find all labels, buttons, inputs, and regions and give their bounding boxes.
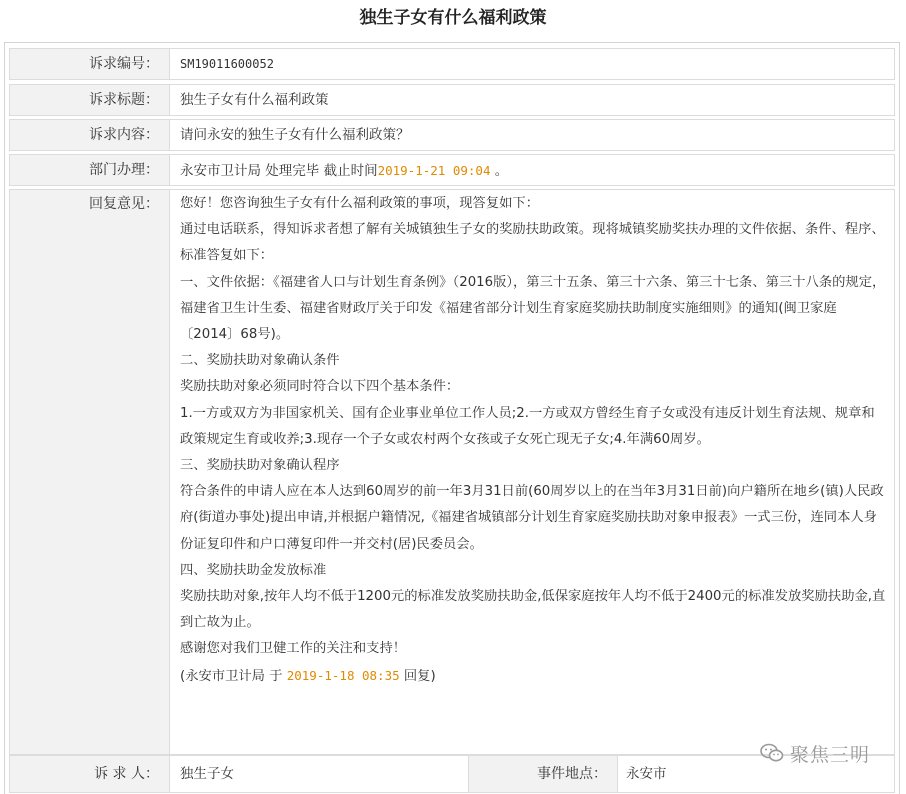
subject-label: 诉求标题： (10, 85, 170, 115)
case-number-value: SM19011600052 (180, 57, 274, 71)
department-row (9, 154, 895, 186)
signature-prefix: (永安市卫计局 于 (180, 668, 287, 684)
watermark-text: 聚焦三明 (790, 743, 871, 766)
petitioner-label: 诉 求 人： (10, 756, 170, 792)
case-number-label: 诉求编号： (10, 49, 170, 79)
reply-label: 回复意见： (10, 190, 170, 754)
content-label: 诉求内容： (10, 120, 170, 150)
reply-time: 2019-1-18 08:35 (286, 667, 400, 683)
content-row (9, 119, 895, 151)
department-label: 部门办理： (10, 155, 170, 185)
reply-body (180, 190, 886, 690)
department-status: 永安市卫计局 处理完毕 截止时间 (180, 163, 378, 179)
department-value (180, 155, 886, 187)
reply-row (9, 189, 895, 755)
reply-line: 符合条件的申请人应在本人达到60周岁的前一年3月31日前(60周岁以上的在当年3月31日前)向户籍所在地乡(镇)人民政府(街道办事处)提出申请,并根据户籍情况,《福建省城镇部分计划生育家庭奖励扶助对象申报表》一式三份，连同本人身份证复印件和户口薄复印件一并交村(居)民委员会。 (180, 484, 884, 552)
watermark (760, 738, 870, 768)
wechat-icon (760, 743, 784, 763)
department-suffix: 。 (490, 163, 509, 179)
page-title: 独生子女有什么福利政策 (359, 8, 547, 28)
reply-line: 一、文件依据：《福建省人口与计划生育条例》（2016版），第三十五条、第三十六条、第三十七条、第三十八条的规定，福建省卫生计生委、福建省财政厅关于印发《福建省部分计划生育家庭奖励扶助制度实施细则》的通知(闽卫家庭〔2014〕68号)。 (180, 274, 886, 343)
case-number-row (9, 48, 895, 80)
location-value: 永安市 (626, 766, 667, 782)
reply-line: 三、奖励扶助对象确认程序 (180, 458, 340, 474)
reply-line: 奖励扶助对象,按年人均不低于1200元的标准发放奖励扶助金,低保家庭按年人均不低于2400元的标准发放奖励扶助金,直到亡故为止。 (180, 589, 886, 631)
signature-suffix: 回复) (399, 668, 436, 684)
content-value: 请问永安的独生子女有什么福利政策？ (180, 127, 410, 143)
appeal-detail-table (4, 42, 900, 794)
reply-line: 二、奖励扶助对象确认条件 (180, 353, 340, 369)
reply-line: 1.一方或双方为非国家机关、国有企业事业单位工作人员;2.一方或双方曾经生育子女或没有违反计划生育法规、规章和政策规定生育或收养;3.现存一个子女或农村两个女孩或子女死亡现无子女;4.年满60周岁。 (180, 405, 875, 447)
subject-row (9, 84, 895, 116)
reply-line: 感谢您对我们卫健工作的关注和支持！ (180, 641, 407, 657)
petitioner-value: 独生子女 (180, 766, 234, 782)
reply-signature (180, 663, 886, 690)
reply-line: 您好！您咨询独生子女有什么福利政策的事项，现答复如下： (180, 196, 540, 211)
reply-line: 通过电话联系，得知诉求者想了解有关城镇独生子女的奖励扶助政策。现将城镇奖励奖扶办理的文件依据、条件、程序、标准答复如下： (180, 222, 885, 264)
location-label: 事件地点： (468, 756, 618, 792)
reply-line: 四、奖励扶助金发放标准 (180, 562, 327, 578)
subject-value: 独生子女有什么福利政策 (180, 92, 329, 108)
reply-line: 奖励扶助对象必须同时符合以下四个基本条件： (180, 379, 460, 395)
deadline-time: 2019-1-21 09:04 (377, 163, 491, 178)
